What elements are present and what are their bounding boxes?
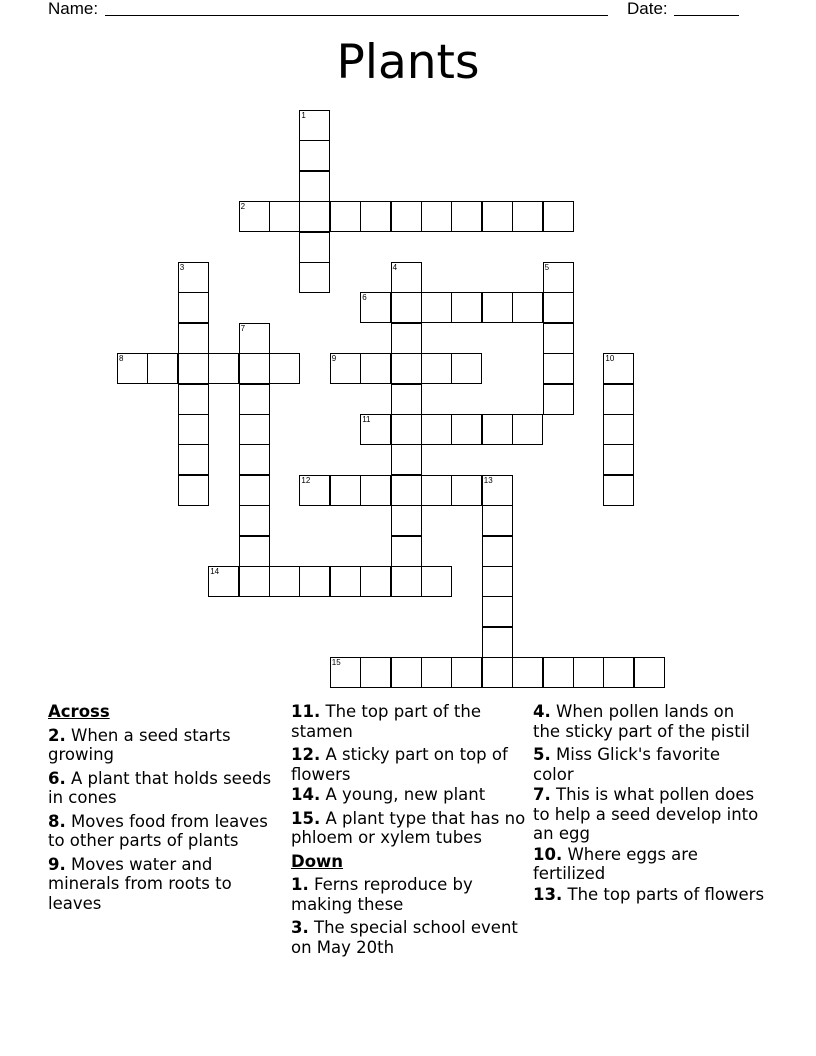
grid-cell[interactable] [391,657,422,688]
clue-number: 2. [48,725,66,745]
grid-cell[interactable] [360,292,391,323]
grid-cell[interactable] [391,323,422,354]
grid-cell[interactable] [391,414,422,445]
clue-down-10 [533,845,765,884]
grid-cell[interactable] [299,566,330,597]
grid-cell[interactable] [178,353,209,384]
grid-cell[interactable] [391,292,422,323]
grid-cell[interactable] [482,657,513,688]
grid-cell[interactable] [543,262,574,293]
grid-cell[interactable] [482,627,513,658]
clue-across-14 [291,785,527,805]
clue-text: A plant type that has no phloem or xylem tubes [291,808,526,847]
cell-number: 7 [240,323,246,333]
grid-cell[interactable] [239,384,270,415]
grid-cell[interactable] [178,475,209,506]
grid-cell[interactable] [330,353,361,384]
grid-cell[interactable] [451,353,482,384]
cell-number: 3 [179,263,185,272]
grid-cell[interactable] [178,323,209,354]
grid-cell[interactable] [391,262,422,293]
grid-cell[interactable] [634,657,665,688]
grid-cell[interactable] [299,262,330,293]
grid-cell[interactable] [543,292,574,323]
grid-cell[interactable] [512,414,543,445]
grid-cell[interactable] [178,414,209,445]
clue-text: When a seed starts growing [48,725,231,764]
clue-number: 8. [48,811,66,831]
grid-cell[interactable] [269,201,300,232]
clue-across-11 [291,702,527,741]
grid-cell[interactable] [391,475,422,506]
grid-cell[interactable] [603,353,634,384]
across-heading: Across [48,702,110,721]
grid-cell[interactable] [482,566,513,597]
cell-number: 1 [301,111,306,120]
clue-down-1 [291,875,527,914]
grid-cell[interactable] [330,201,361,232]
grid-cell[interactable] [147,353,178,384]
clue-number: 10. [533,844,563,864]
clue-text: Moves water and minerals from roots to leaves [48,854,232,913]
clue-number: 9. [48,854,66,874]
clue-across-9 [48,855,278,914]
cell-number: 13 [483,475,493,485]
clue-across-2 [48,726,278,765]
clue-number: 14. [291,785,321,804]
grid-cell[interactable] [330,657,361,688]
grid-cell[interactable] [360,657,391,688]
grid-cell[interactable] [421,414,452,445]
grid-cell[interactable] [391,201,422,232]
clue-number: 6. [48,768,66,788]
grid-cell[interactable] [451,201,482,232]
grid-cell[interactable] [543,323,574,354]
grid-cell[interactable] [208,566,239,597]
cell-number: 9 [331,354,337,364]
clue-down-7 [533,785,765,844]
grid-cell[interactable] [482,292,513,323]
date-label: Date: [627,0,668,18]
clue-text: This is what pollen does to help a seed develop into an egg [533,785,759,843]
clue-text: The top parts of flowers [567,884,765,904]
grid-cell[interactable] [421,353,452,384]
grid-cell[interactable] [543,384,574,415]
clue-down-4 [533,702,765,741]
grid-cell[interactable] [178,292,209,323]
grid-cell[interactable] [603,414,634,445]
grid-cell[interactable] [239,323,270,354]
grid-cell[interactable] [117,353,148,384]
grid-cell[interactable] [451,475,482,506]
grid-cell[interactable] [330,475,361,506]
grid-cell[interactable] [360,201,391,232]
grid-cell[interactable] [360,414,391,445]
name-label: Name: [48,0,99,18]
grid-cell[interactable] [269,353,300,384]
cell-number: 2 [240,202,246,212]
clue-text: A plant that holds seeds in cones [48,768,272,807]
clue-number: 7. [533,785,551,804]
clue-number: 13. [533,884,563,904]
clue-across-15 [291,809,527,848]
clue-across-6 [48,769,278,808]
grid-cell[interactable] [239,475,270,506]
grid-cell[interactable] [391,444,422,475]
grid-cell[interactable] [603,657,634,688]
clue-text: The special school event on May 20th [291,918,518,957]
clues-column-3 [533,702,765,908]
grid-cell[interactable] [299,140,330,171]
clue-text: A young, new plant [325,785,486,804]
grid-cell[interactable] [178,444,209,475]
grid-cell[interactable] [482,414,513,445]
grid-cell[interactable] [239,414,270,445]
clue-down-3 [291,918,527,957]
grid-cell[interactable] [421,566,452,597]
grid-cell[interactable] [482,536,513,567]
clue-number: 4. [533,702,551,721]
grid-cell[interactable] [543,353,574,384]
clue-text: Moves food from leaves to other parts of plants [48,811,268,850]
grid-cell[interactable] [299,171,330,202]
cell-number: 8 [119,354,124,364]
grid-cell[interactable] [269,566,300,597]
grid-cell[interactable] [208,353,239,384]
grid-cell[interactable] [360,475,391,506]
clues-column-2 [291,702,527,961]
grid-cell[interactable] [421,201,452,232]
grid-cell[interactable] [421,292,452,323]
clue-text: When pollen lands on the sticky part of the pistil [533,702,750,741]
clue-text: Where eggs are fertilized [533,844,698,883]
grid-cell[interactable] [543,201,574,232]
grid-cell[interactable] [451,292,482,323]
grid-cell[interactable] [391,384,422,415]
cell-number: 12 [301,475,311,485]
cell-number: 10 [605,354,615,364]
grid-cell[interactable] [391,536,422,567]
grid-cell[interactable] [360,353,391,384]
grid-cell[interactable] [543,657,574,688]
clue-number: 3. [291,918,309,937]
grid-cell[interactable] [451,414,482,445]
clue-text: Ferns reproduce by making these [291,875,473,914]
grid-cell[interactable] [512,292,543,323]
page-title: Plants [336,35,480,90]
clue-down-13 [533,885,765,905]
grid-cell[interactable] [573,657,604,688]
grid-cell[interactable] [512,201,543,232]
clue-number: 15. [291,808,321,828]
clue-across-8 [48,812,278,851]
grid-cell[interactable] [421,657,452,688]
clue-down-5 [533,745,765,784]
grid-cell[interactable] [482,201,513,232]
grid-cell[interactable] [482,475,513,506]
clue-number: 11. [291,702,321,721]
grid-cell[interactable] [603,384,634,415]
grid-cell[interactable] [299,201,330,232]
grid-cell[interactable] [299,110,330,141]
grid-cell[interactable] [330,566,361,597]
grid-cell[interactable] [299,232,330,263]
clue-text: A sticky part on top of flowers [291,745,508,784]
cell-number: 6 [362,293,367,303]
grid-cell[interactable] [299,475,330,506]
grid-cell[interactable] [421,475,452,506]
grid-cell[interactable] [451,657,482,688]
grid-cell[interactable] [391,505,422,536]
grid-cell[interactable] [482,596,513,627]
grid-cell[interactable] [360,566,391,597]
clues-column-1 [48,702,278,917]
clue-text: The top part of the stamen [291,702,482,741]
grid-cell[interactable] [482,505,513,536]
grid-cell[interactable] [178,262,209,293]
grid-cell[interactable] [603,475,634,506]
cell-number: 4 [392,263,398,272]
cell-number: 15 [331,658,341,668]
clue-number: 5. [533,745,551,764]
grid-cell[interactable] [391,566,422,597]
grid-cell[interactable] [391,353,422,384]
clue-number: 12. [291,745,321,764]
grid-cell[interactable] [239,444,270,475]
cell-number: 5 [544,263,550,272]
clue-number: 1. [291,875,309,894]
grid-cell[interactable] [512,657,543,688]
grid-cell[interactable] [239,536,270,567]
grid-cell[interactable] [239,201,270,232]
grid-cell[interactable] [603,444,634,475]
cell-number: 11 [362,415,371,424]
down-heading: Down [291,851,344,871]
grid-cell[interactable] [239,505,270,536]
grid-cell[interactable] [239,353,270,384]
grid-cell[interactable] [239,566,270,597]
clue-text: Miss Glick's favorite color [533,745,720,784]
clue-across-12 [291,745,527,784]
grid-cell[interactable] [178,384,209,415]
cell-number: 14 [210,567,220,576]
